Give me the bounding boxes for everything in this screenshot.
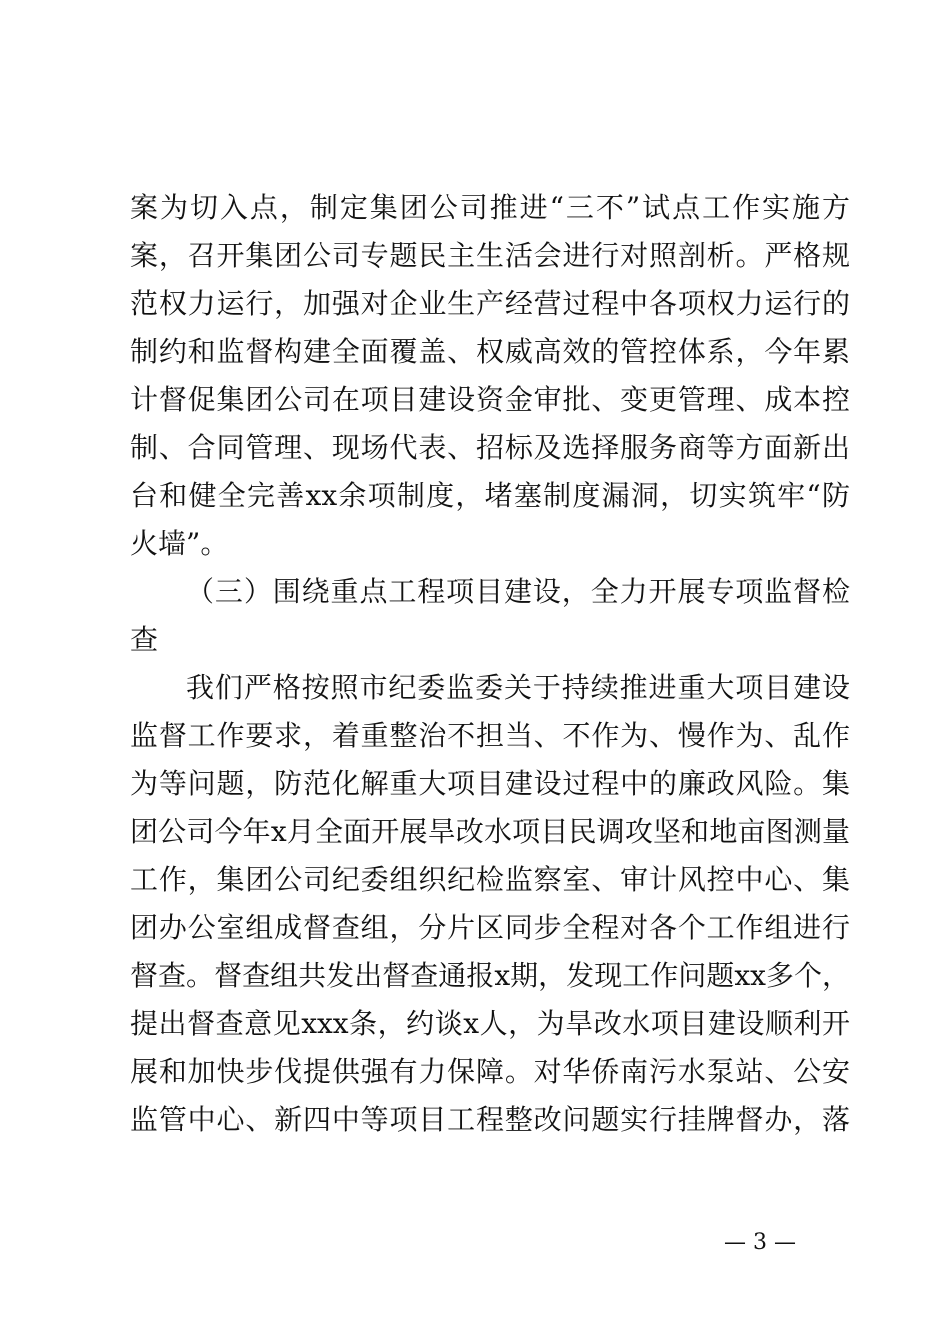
text-line: 范权力运行，加强对企业生产经营过程中各项权力运行的 bbox=[130, 287, 850, 320]
text-line: 监督工作要求，着重整治不担当、不作为、慢作为、乱作 bbox=[130, 719, 850, 752]
text-line: 案为切入点，制定集团公司推进“三不”试点工作实施方 bbox=[130, 191, 850, 224]
section-heading: （三）围绕重点工程项目建设，全力开展专项监督检 bbox=[186, 575, 850, 608]
body-text bbox=[130, 184, 850, 1144]
page-number: — 3 — bbox=[724, 1230, 796, 1255]
text-line: 案，召开集团公司专题民主生活会进行对照剖析。严格规 bbox=[130, 239, 850, 272]
text-line: 督查。督查组共发出督查通报x期，发现工作问题xx多个， bbox=[130, 959, 850, 992]
section-heading-cont: 查 bbox=[130, 623, 159, 656]
text-line: 台和健全完善xx余项制度，堵塞制度漏洞，切实筑牢“防 bbox=[130, 479, 850, 512]
text-line: 工作，集团公司纪委组织纪检监察室、审计风控中心、集 bbox=[130, 863, 850, 896]
text-line: 团办公室组成督查组，分片区同步全程对各个工作组进行 bbox=[130, 911, 850, 944]
text-line: 制约和监督构建全面覆盖、权威高效的管控体系，今年累 bbox=[130, 335, 850, 368]
text-line: 火墙”。 bbox=[130, 527, 229, 560]
text-line: 监管中心、新四中等项目工程整改问题实行挂牌督办，落 bbox=[130, 1103, 850, 1136]
text-line: 为等问题，防范化解重大项目建设过程中的廉政风险。集 bbox=[130, 767, 850, 800]
text-line: 提出督查意见xxx条，约谈x人，为旱改水项目建设顺利开 bbox=[130, 1007, 850, 1040]
text-line: 展和加快步伐提供强有力保障。对华侨南污水泵站、公安 bbox=[130, 1055, 850, 1088]
text-line: 计督促集团公司在项目建设资金审批、变更管理、成本控 bbox=[130, 383, 850, 416]
paragraph-start: 我们严格按照市纪委监委关于持续推进重大项目建设 bbox=[186, 671, 850, 704]
text-line: 团公司今年x月全面开展旱改水项目民调攻坚和地亩图测量 bbox=[130, 815, 850, 848]
text-line: 制、合同管理、现场代表、招标及选择服务商等方面新出 bbox=[130, 431, 850, 464]
